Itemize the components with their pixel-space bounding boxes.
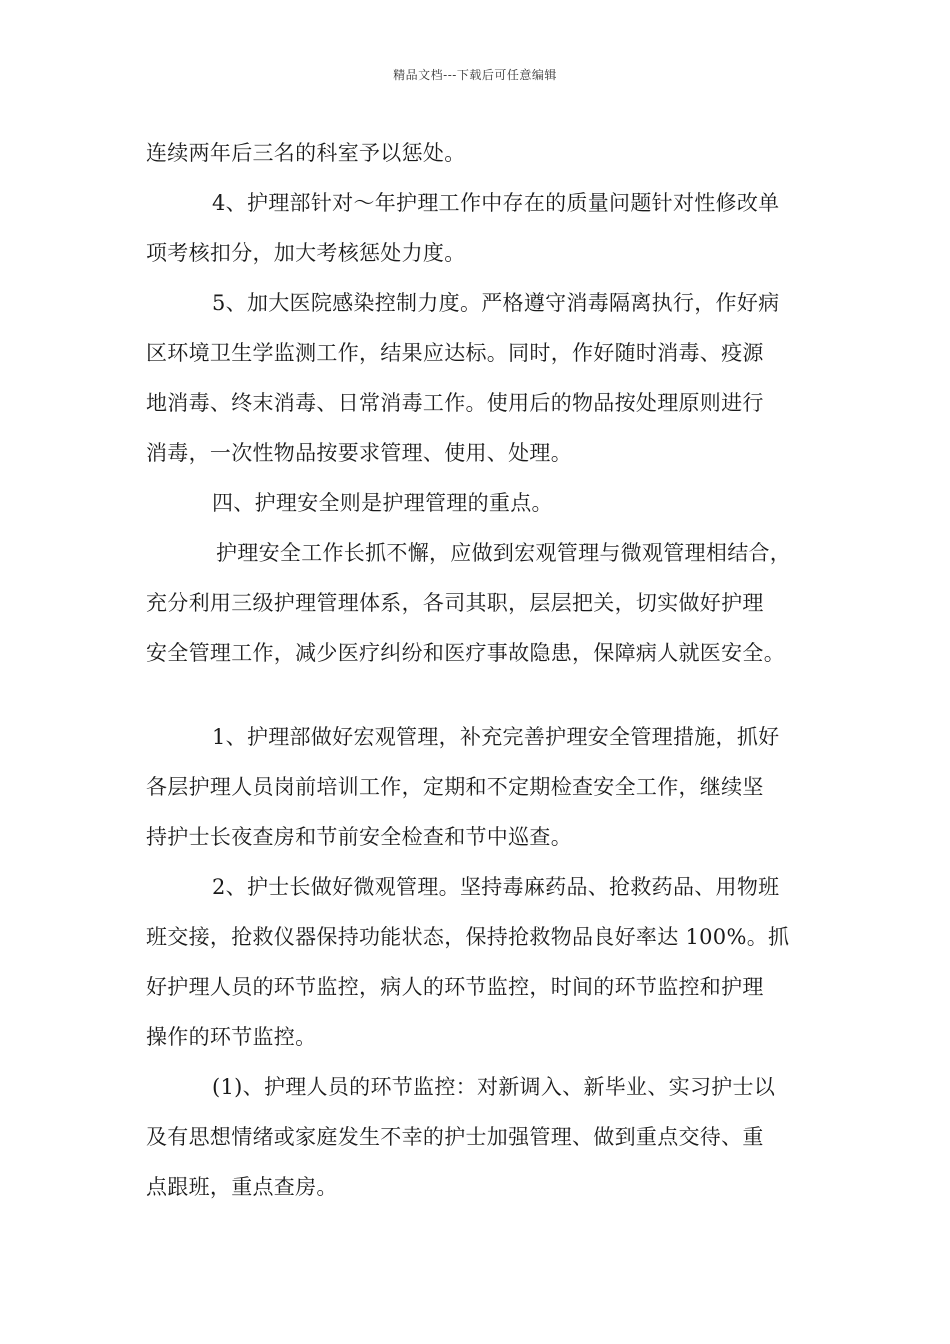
paragraph-item-5 — [146, 278, 826, 478]
text-line: 2、护士长做好微观管理。坚持毒麻药品、抢救药品、用物班 — [212, 875, 780, 899]
text-line: 持护士长夜查房和节前安全检查和节中巡查。 — [146, 825, 572, 849]
text-line: 及有思想情绪或家庭发生不幸的护士加强管理、做到重点交待、重 — [146, 1125, 764, 1149]
text-line: 5、加大医院感染控制力度。严格遵守消毒隔离执行，作好病 — [212, 291, 780, 315]
text-line: 消毒，一次性物品按要求管理、使用、处理。 — [146, 441, 572, 465]
paragraph-sub-item-1 — [146, 1062, 826, 1212]
paragraph-item-2 — [146, 862, 826, 1062]
text-line: (1)、护理人员的环节监控：对新调入、新毕业、实习护士以 — [212, 1075, 776, 1099]
section-title: 四、护理安全则是护理管理的重点。 — [212, 491, 553, 515]
text-line: 点跟班，重点查房。 — [146, 1175, 338, 1199]
text-line: 4、护理部针对～年护理工作中存在的质量问题针对性修改单 — [212, 191, 780, 215]
paragraph-safety — [146, 528, 826, 678]
text-line: 充分利用三级护理管理体系，各司其职，层层把关，切实做好护理 — [146, 591, 764, 615]
paragraph-item-4 — [146, 178, 826, 278]
text-line: 好护理人员的环节监控，病人的环节监控，时间的环节监控和护理 — [146, 975, 764, 999]
page-header: 精品文档---下载后可任意编辑 — [393, 68, 557, 82]
section-heading-4 — [146, 478, 826, 528]
text-line: 项考核扣分，加大考核惩处力度。 — [146, 241, 466, 265]
text-line: 连续两年后三名的科室予以惩处。 — [146, 141, 466, 165]
text-line: 地消毒、终末消毒、日常消毒工作。使用后的物品按处理原则进行 — [146, 391, 764, 415]
paragraph-item-1 — [146, 712, 826, 862]
text-line: 区环境卫生学监测工作，结果应达标。同时，作好随时消毒、疫源 — [146, 341, 764, 365]
paragraph-spacer — [146, 678, 826, 712]
text-line: 各层护理人员岗前培训工作，定期和不定期检查安全工作，继续坚 — [146, 775, 764, 799]
text-line: 班交接，抢救仪器保持功能状态，保持抢救物品良好率达 100%。抓 — [146, 925, 790, 949]
text-line: 1、护理部做好宏观管理，补充完善护理安全管理措施，抓好 — [212, 725, 780, 749]
document-body — [146, 128, 826, 1212]
text-line: 操作的环节监控。 — [146, 1025, 317, 1049]
text-line: 护理安全工作长抓不懈，应做到宏观管理与微观管理相结合， — [216, 541, 792, 565]
paragraph-continuation — [146, 128, 826, 178]
text-line: 安全管理工作，减少医疗纠纷和医疗事故隐患，保障病人就医安全。 — [146, 641, 785, 665]
